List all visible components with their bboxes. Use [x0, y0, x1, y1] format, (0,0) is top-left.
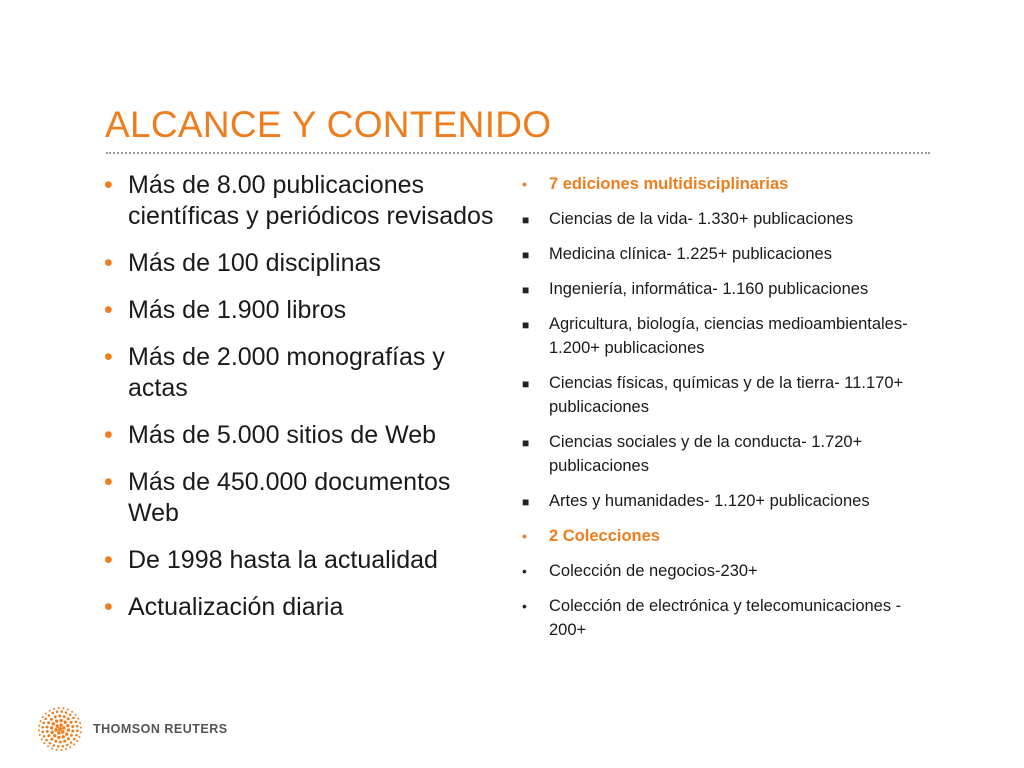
list-item: [104, 545, 504, 576]
list-item-text: Más de 450.000 documentos Web: [128, 468, 451, 527]
list-item-text: Colección de electrónica y telecomunicaciones - 200+: [549, 597, 902, 639]
square-bullet-icon: ■: [522, 248, 530, 262]
list-item: [522, 594, 912, 642]
list-item-text: Más de 100 disciplinas: [128, 249, 381, 277]
bullet-icon: •: [104, 546, 113, 574]
list-item: [104, 342, 504, 404]
list-item: [104, 295, 504, 326]
title-divider: [106, 152, 930, 154]
square-bullet-icon: ■: [522, 436, 530, 450]
list-item-text: Más de 2.000 monografías y actas: [128, 343, 445, 402]
square-bullet-icon: ■: [522, 318, 530, 332]
list-item: [522, 207, 912, 231]
list-item-text: Ciencias sociales y de la conducta- 1.720+ publicaciones: [549, 433, 863, 475]
bullet-icon: •: [104, 421, 113, 449]
list-item-text: Ciencias de la vida- 1.330+ publicaciones: [549, 210, 854, 228]
list-item-text: Actualización diaria: [128, 593, 344, 621]
square-bullet-icon: ■: [522, 213, 530, 227]
bullet-icon: •: [104, 468, 113, 496]
slide-title: ALCANCE Y CONTENIDO: [105, 104, 552, 145]
section-heading: [522, 524, 912, 548]
bullet-icon: •: [104, 593, 113, 621]
bullet-icon: •: [522, 563, 527, 579]
list-item: [104, 170, 504, 232]
bullet-icon: •: [104, 171, 113, 199]
list-item-text: Agricultura, biología, ciencias medioambientales- 1.200+ publicaciones: [549, 315, 908, 357]
list-item: [522, 312, 912, 360]
list-item-text: Artes y humanidades- 1.120+ publicaciones: [549, 492, 870, 510]
list-item-text: 7 ediciones multidisciplinarias: [549, 175, 789, 193]
thomson-reuters-dot-globe-icon: [38, 707, 82, 751]
list-item: [522, 242, 912, 266]
square-bullet-icon: ■: [522, 495, 530, 509]
list-item-text: Ingeniería, informática- 1.160 publicaciones: [549, 280, 869, 298]
bullet-icon: •: [104, 343, 113, 371]
list-item-text: Ciencias físicas, químicas y de la tierra- 11.170+ publicaciones: [549, 374, 904, 416]
list-item: [522, 430, 912, 478]
bullet-icon: •: [522, 176, 527, 192]
square-bullet-icon: ■: [522, 377, 530, 391]
left-bullet-list: [104, 170, 504, 639]
list-item-text: Colección de negocios-230+: [549, 562, 758, 580]
bullet-icon: •: [522, 528, 527, 544]
thomson-reuters-logo: [38, 707, 228, 751]
list-item-text: De 1998 hasta la actualidad: [128, 546, 438, 574]
list-item: [522, 371, 912, 419]
list-item: [522, 277, 912, 301]
list-item-text: 2 Colecciones: [549, 527, 660, 545]
list-item: [104, 592, 504, 623]
bullet-icon: •: [104, 296, 113, 324]
list-item-text: Más de 1.900 libros: [128, 296, 347, 324]
bullet-icon: •: [522, 598, 527, 614]
bullet-icon: •: [104, 249, 113, 277]
list-item: [104, 467, 504, 529]
right-bullet-list: [522, 172, 912, 653]
list-item: [104, 248, 504, 279]
list-item-text: Más de 8.00 publicaciones científicas y periódicos revisados: [128, 171, 494, 230]
list-item: [522, 559, 912, 583]
brand-name: THOMSON REUTERS: [93, 722, 228, 736]
square-bullet-icon: ■: [522, 283, 530, 297]
list-item-text: Más de 5.000 sitios de Web: [128, 421, 437, 449]
list-item: [522, 489, 912, 513]
list-item: [104, 420, 504, 451]
list-item-text: Medicina clínica- 1.225+ publicaciones: [549, 245, 832, 263]
section-heading: [522, 172, 912, 196]
